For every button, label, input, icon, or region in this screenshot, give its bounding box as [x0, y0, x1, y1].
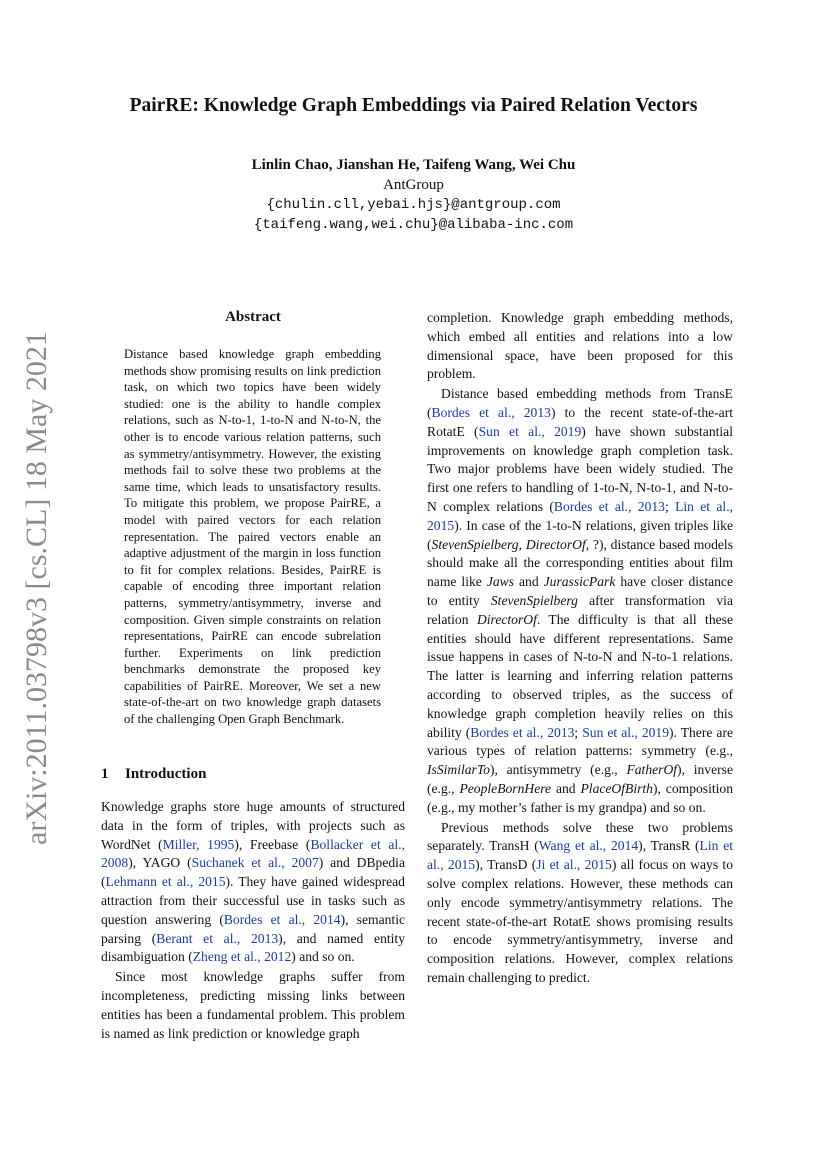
citation-link[interactable]: Lin et al., 2015 — [427, 498, 733, 533]
right-column-body — [427, 309, 733, 988]
math-term: IsSimilarTo — [427, 762, 490, 778]
email-line-2: {taifeng.wang,wei.chu}@alibaba-inc.com — [253, 217, 574, 233]
arxiv-stamp: arXiv:2011.03798v3 [cs.CL] 18 May 2021 — [20, 331, 53, 845]
citation-link[interactable]: Zheng et al., 2012 — [192, 949, 292, 965]
citation-link[interactable]: Berant et al., 2013 — [156, 930, 279, 946]
citation-link[interactable]: Sun et al., 2019 — [582, 724, 670, 740]
intro-paragraph-1: Knowledge graphs store huge amounts of structured data in the form of triples, with projects such as WordNet (Miller, 1995), Freebase (Bollacker et al., 2008), YAGO (Suchanek et al., 2007) and DBpedia (Lehmann et al., 2015). They have gained widespread attraction from their successful use in tasks such as question answering (Bordes et al., 2014), semantic parsing (Berant et al., 2013), and named entity disambiguation (Zheng et al., 2012) and so on. — [101, 799, 406, 965]
section-number: 1 — [101, 766, 109, 782]
abstract-heading: Abstract — [225, 309, 281, 325]
section-title: Introduction — [125, 766, 207, 782]
citation-link[interactable]: Wang et al., 2014 — [538, 838, 639, 854]
citation-link[interactable]: Bordes et al., 2013 — [553, 498, 665, 514]
citation-link[interactable]: Sun et al., 2019 — [478, 423, 582, 439]
email-line-1: {chulin.cll,yebai.hjs}@antgroup.com — [266, 197, 561, 213]
citation-link[interactable]: Bollacker et al., 2008 — [101, 836, 406, 871]
citation-link[interactable]: Lin et al., 2015 — [427, 838, 734, 873]
author-list: Linlin Chao, Jianshan He, Taifeng Wang, Wei Chu — [251, 157, 576, 173]
math-term: StevenSpielberg — [490, 592, 578, 608]
math-term: Jaws — [486, 574, 514, 590]
abstract-text: Distance based knowledge graph embedding methods show promising results on link prediction task, on which two topics have been widely studied: one is the ability to handle complex relations, such as N-to-1, 1-to-N and N-to-N, the other is to encode various relation patterns, such as symmetry/antisymmetry. However, the existing methods fail to solve these two problems at the same time, which leads to unsatisfactory results. To mitigate this problem, we propose PairRE, a model with paired vectors for each relation representation. The paired vectors enable an adaptive adjustment of the margin in loss function to fit for complex relations. Besides, PairRE is capable of encoding three important relation patterns, symmetry/antisymmetry, inverse and composition. Given simple constraints on relation representations, PairRE can encode subrelation further. Experiments on link prediction benchmarks demonstrate the proposed key capabilities of PairRE. Moreover, We set a new state-of-the-art on two knowledge graph datasets of the challenging Open Graph Benchmark. — [124, 347, 381, 727]
intro-paragraph-4: Previous methods solve these two problems separately. TransH (Wang et al., 2014), TransR (Lin et al., 2015), TransD (Ji et al., 2015) all focus on ways to solve complex relations. However, these methods can only encode symmetry/antisymmetry relations. The recent state-of-the-art RotatE shows promising results to encode symmetry/antisymmetry, inverse and composition relations. However, complex relations remain challenging to predict. — [427, 819, 734, 985]
paper-title: PairRE: Knowledge Graph Embeddings via Paired Relation Vectors — [129, 95, 698, 116]
citation-link[interactable]: Miller, 1995 — [162, 836, 235, 852]
citation-link[interactable]: Bordes et al., 2014 — [223, 911, 341, 927]
citation-link[interactable]: Suchanek et al., 2007 — [191, 855, 319, 871]
math-term: PlaceOfBirth — [580, 780, 653, 796]
left-column-body — [101, 798, 405, 1043]
citation-link[interactable]: Bordes et al., 2013 — [470, 724, 575, 740]
math-term: StevenSpielberg — [431, 536, 519, 552]
intro-paragraph-3: Distance based embedding methods from TransE (Bordes et al., 2013) to the recent state-of-the-art RotatE (Sun et al., 2019) have shown substantial improvements on knowledge graph completion task. Two major problems have been widely studied. The first one refers to handling of 1-to-N, N-to-1, and N-to-N complex relations (Bordes et al., 2013; Lin et al., 2015). In case of the 1-to-N relations, given triples like (StevenSpielberg, DirectorOf, ?), distance based models should make all the corresponding entities about film name like Jaws and JurassicPark have closer distance to entity StevenSpielberg after transformation via relation DirectorOf. The difficulty is that all these entities should have different representations. Same issue happens in cases of N-to-N and N-to-1 relations. The latter is learning and inferring relation patterns according to observed triples, as the success of knowledge graph completion heavily relies on this ability (Bordes et al., 2013; Sun et al., 2019). There are various types of relation patterns: symmetry (e.g., IsSimilarTo), antisymmetry (e.g., FatherOf), inverse (e.g., PeopleBornHere and PlaceOfBirth), composition (e.g., my mother’s father is my grandpa) and so on. — [427, 386, 734, 815]
math-term: PeopleBornHere — [459, 780, 552, 796]
math-term: FatherOf — [626, 762, 678, 778]
citation-link[interactable]: Ji et al., 2015 — [536, 857, 612, 873]
math-term: JurassicPark — [543, 574, 616, 590]
affiliation: AntGroup — [383, 177, 444, 193]
citation-link[interactable]: Lehmann et al., 2015 — [105, 874, 226, 890]
math-term: DirectorOf — [525, 536, 586, 552]
intro-paragraph-2: Since most knowledge graphs suffer from incompleteness, predicting missing links between entities has been a fundamental problem. This problem is named as link prediction or knowledge graph — [101, 969, 405, 1041]
math-term: DirectorOf — [476, 611, 537, 627]
section-heading-introduction — [101, 766, 206, 783]
intro-paragraph-2-continued: completion. Knowledge graph embedding methods, which embed all entities and relations into a low dimensional space, have been proposed for this problem. — [427, 310, 733, 382]
citation-link[interactable]: Bordes et al., 2013 — [431, 404, 551, 420]
